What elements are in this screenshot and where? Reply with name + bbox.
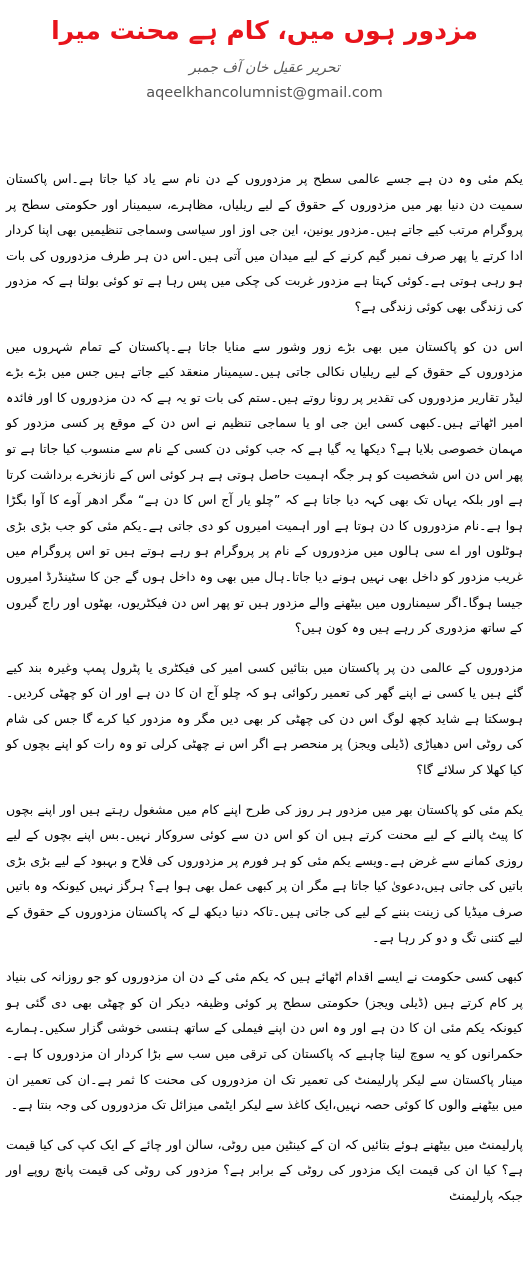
- paragraph: مزدوروں کے عالمی دن پر پاکستان میں بتائیں کسی امیر کی فیکٹری یا پٹرول پمپ وغیرہ بند کیے گئے ہیں یا کسی نے اپنے گھر کی تعمیر رکوائی ہو کہ چلو آج ان کا دن ہے اور ان کو چھٹی کردیں۔ہوسکتا ہے شاید کچھ لوگ اس دن کی چھٹی کر بھی دیں مگر وہ مزدور کیا کرے گا جس کی شام کی روٹی اس دھیاڑی (ڈیلی ویجز) پر منحصر ہے اگر اس نے چھٹی کرلی تو وہ رات کو اپنے بچوں کو کیا کھلا کر سلائے گا؟: [6, 659, 523, 778]
- paragraph: پارلیمنٹ میں بیٹھنے ہوئے بتائیں کہ ان کے کینٹین میں روٹی، سالن اور چائے کے ایک کپ کی کیا قیمت ہے؟ کیا ان کی قیمت ایک مزدور کی روٹی کے برابر ہے؟ مزدور کی روٹی کی قیمت پانچ روپے اور جبکہ پارلیمنٹ: [6, 1136, 523, 1203]
- author-email[interactable]: aqeelkhancolumnist@gmail.com: [146, 85, 383, 101]
- author-byline: تحریر عقیل خان آف جمبر: [189, 60, 340, 76]
- article-header: [0, 14, 529, 104]
- article-title: مزدور ہوں میں، کام ہے محنت میرا: [51, 16, 478, 45]
- article-body: [6, 166, 523, 1223]
- paragraph: اس دن کو پاکستان میں بھی بڑے زور وشور سے منایا جاتا ہے۔پاکستان کے تمام شہروں میں مزدوروں کے حقوق کے لیے ریلیاں نکالی جاتی ہیں۔سیمینار منعقد کیے جاتے ہیں جس میں بڑے بڑے لیڈر تقاریر مزدوروں کی تقدیر پر رونا روتے ہیں۔ستم کی بات تو یہ ہے کہ دن مزدوروں کا اور فائدہ امیر اٹھاتے ہیں۔کبھی کسی این جی او یا سماجی تنظیم نے اس دن کے موقع پر کسی مزدور کو مہمان خصوصی بلایا ہے؟ دیکھا یہ گیا ہے کہ جب کوئی دن کسی کے نام سے منسوب کیا جاتا ہے تو پھر اس دن اس شخصیت کو ہر جگہ اہمیت حاصل ہوتی ہے ہر کوئی اس کے نازنخرے برداشت کرتا ہے اور بلکہ یہاں تک بھی کہہ دیا جاتا ہے کہ ”چلو یار آج اس کا دن ہے“ مگر ادھر آوے کا آوا بگڑا ہوا ہے۔نام مزدوروں کا دن ہوتا ہے اور اہمیت امیروں کو دی جاتی ہے۔یکم مئی کو جب بڑی بڑی ہوٹلوں اور اے سی ہالوں میں مزدوروں کے نام پر پروگرام ہو رہے ہوتے ہیں تو اس پروگرام میں غریب مزدور کو داخل بھی نہیں ہونے دیا جاتا۔ہال میں بھی وہ داخل ہوں گے جن کا سٹینڈرڈ امیروں جیسا ہوگا۔اگر سیمناروں میں بیٹھنے والے مزدور ہیں تو پھر اس دن فیکٹریوں، بھٹوں اور راج گیروں کے ساتھ مزدوری کر رہے ہیں وہ کون ہیں؟: [6, 338, 523, 636]
- paragraph: یکم مئی کو پاکستان بھر میں مزدور ہر روز کی طرح اپنے کام میں مشغول رہتے ہیں اور اپنے بچوں کا پیٹ پالنے کے لیے محنت کرتے ہیں ان کو اس دن سے کوئی سروکار نہیں۔بس اپنے بچوں کے لیے روزی کمانے سے غرض ہے۔ویسے یکم مئی کو ہر فورم پر مزدوروں کی فلاح و بہبود کے لیے بڑی بڑی باتیں کی جاتی ہیں،دعویٰ کیا جاتا ہے مگر ان پر کبھی عمل بھی ہوا ہے؟ ہرگز نہیں کیونکہ وہ باتیں صرف میڈیا کی زینت بننے کے لیے کی جاتی ہیں۔تاکہ دنیا دیکھ لے کہ پاکستان مزدوروں کے حقوق کے لیے کتنی تگ و دو کر رہا ہے۔: [6, 801, 523, 945]
- paragraph: یکم مئی وہ دن ہے جسے عالمی سطح پر مزدوروں کے دن نام سے یاد کیا جاتا ہے۔اس پاکستان سمیت دن دنیا بھر میں مزدوروں کے حقوق کے لیے ریلیاں، مظاہرے، سیمینار اور حکومتی سطح پر پروگرام مرتب کیے جاتے ہیں۔مزدور یونین، این جی اوز اور سیاسی وسماجی تنظیمیں بھی اپنا کردار ادا کرتے یا پھر صرف نمبر گیم کرنے کے لیے میدان میں آتی ہیں۔اس دن ہر طرف مزدوروں کی بات ہو رہی ہوتی ہے۔کوئی کہتا ہے مزدور غربت کی چکی میں پس رہا ہے تو کوئی بولتا ہے کہ مزدور کی زندگی بھی کوئی زندگی ہے؟: [6, 171, 523, 314]
- paragraph: کبھی کسی حکومت نے ایسے اقدام اٹھائے ہیں کہ یکم مئی کے دن ان مزدوروں کو جو روزانہ کی بنیاد پر کام کرتے ہیں (ڈیلی ویجز) حکومتی سطح پر کوئی وظیفہ دیکر ان کو چھٹی بھی دی گئی ہو کیونکہ یکم مئی ان کا دن ہے اور وہ اس دن اپنے فیملی کے ساتھ ہنسی خوشی گزار سکیں۔ہمارے حکمرانوں کو یہ سوچ لینا چاہیے کہ پاکستان کی ترقی میں سب سے بڑا کردار ان مزدوروں کا ہے۔مینار پاکستان سے لیکر پارلیمنٹ کی تعمیر تک ان مزدوروں کی محنت کا ثمر ہے۔ان کی تعمیر ان میں بیٹھنے والوں کا کوئی حصہ نہیں،ایک کاغذ سے لیکر ایٹمی میزائل تک مزدوروں کی وجہ بنتا ہے۔: [6, 969, 523, 1113]
